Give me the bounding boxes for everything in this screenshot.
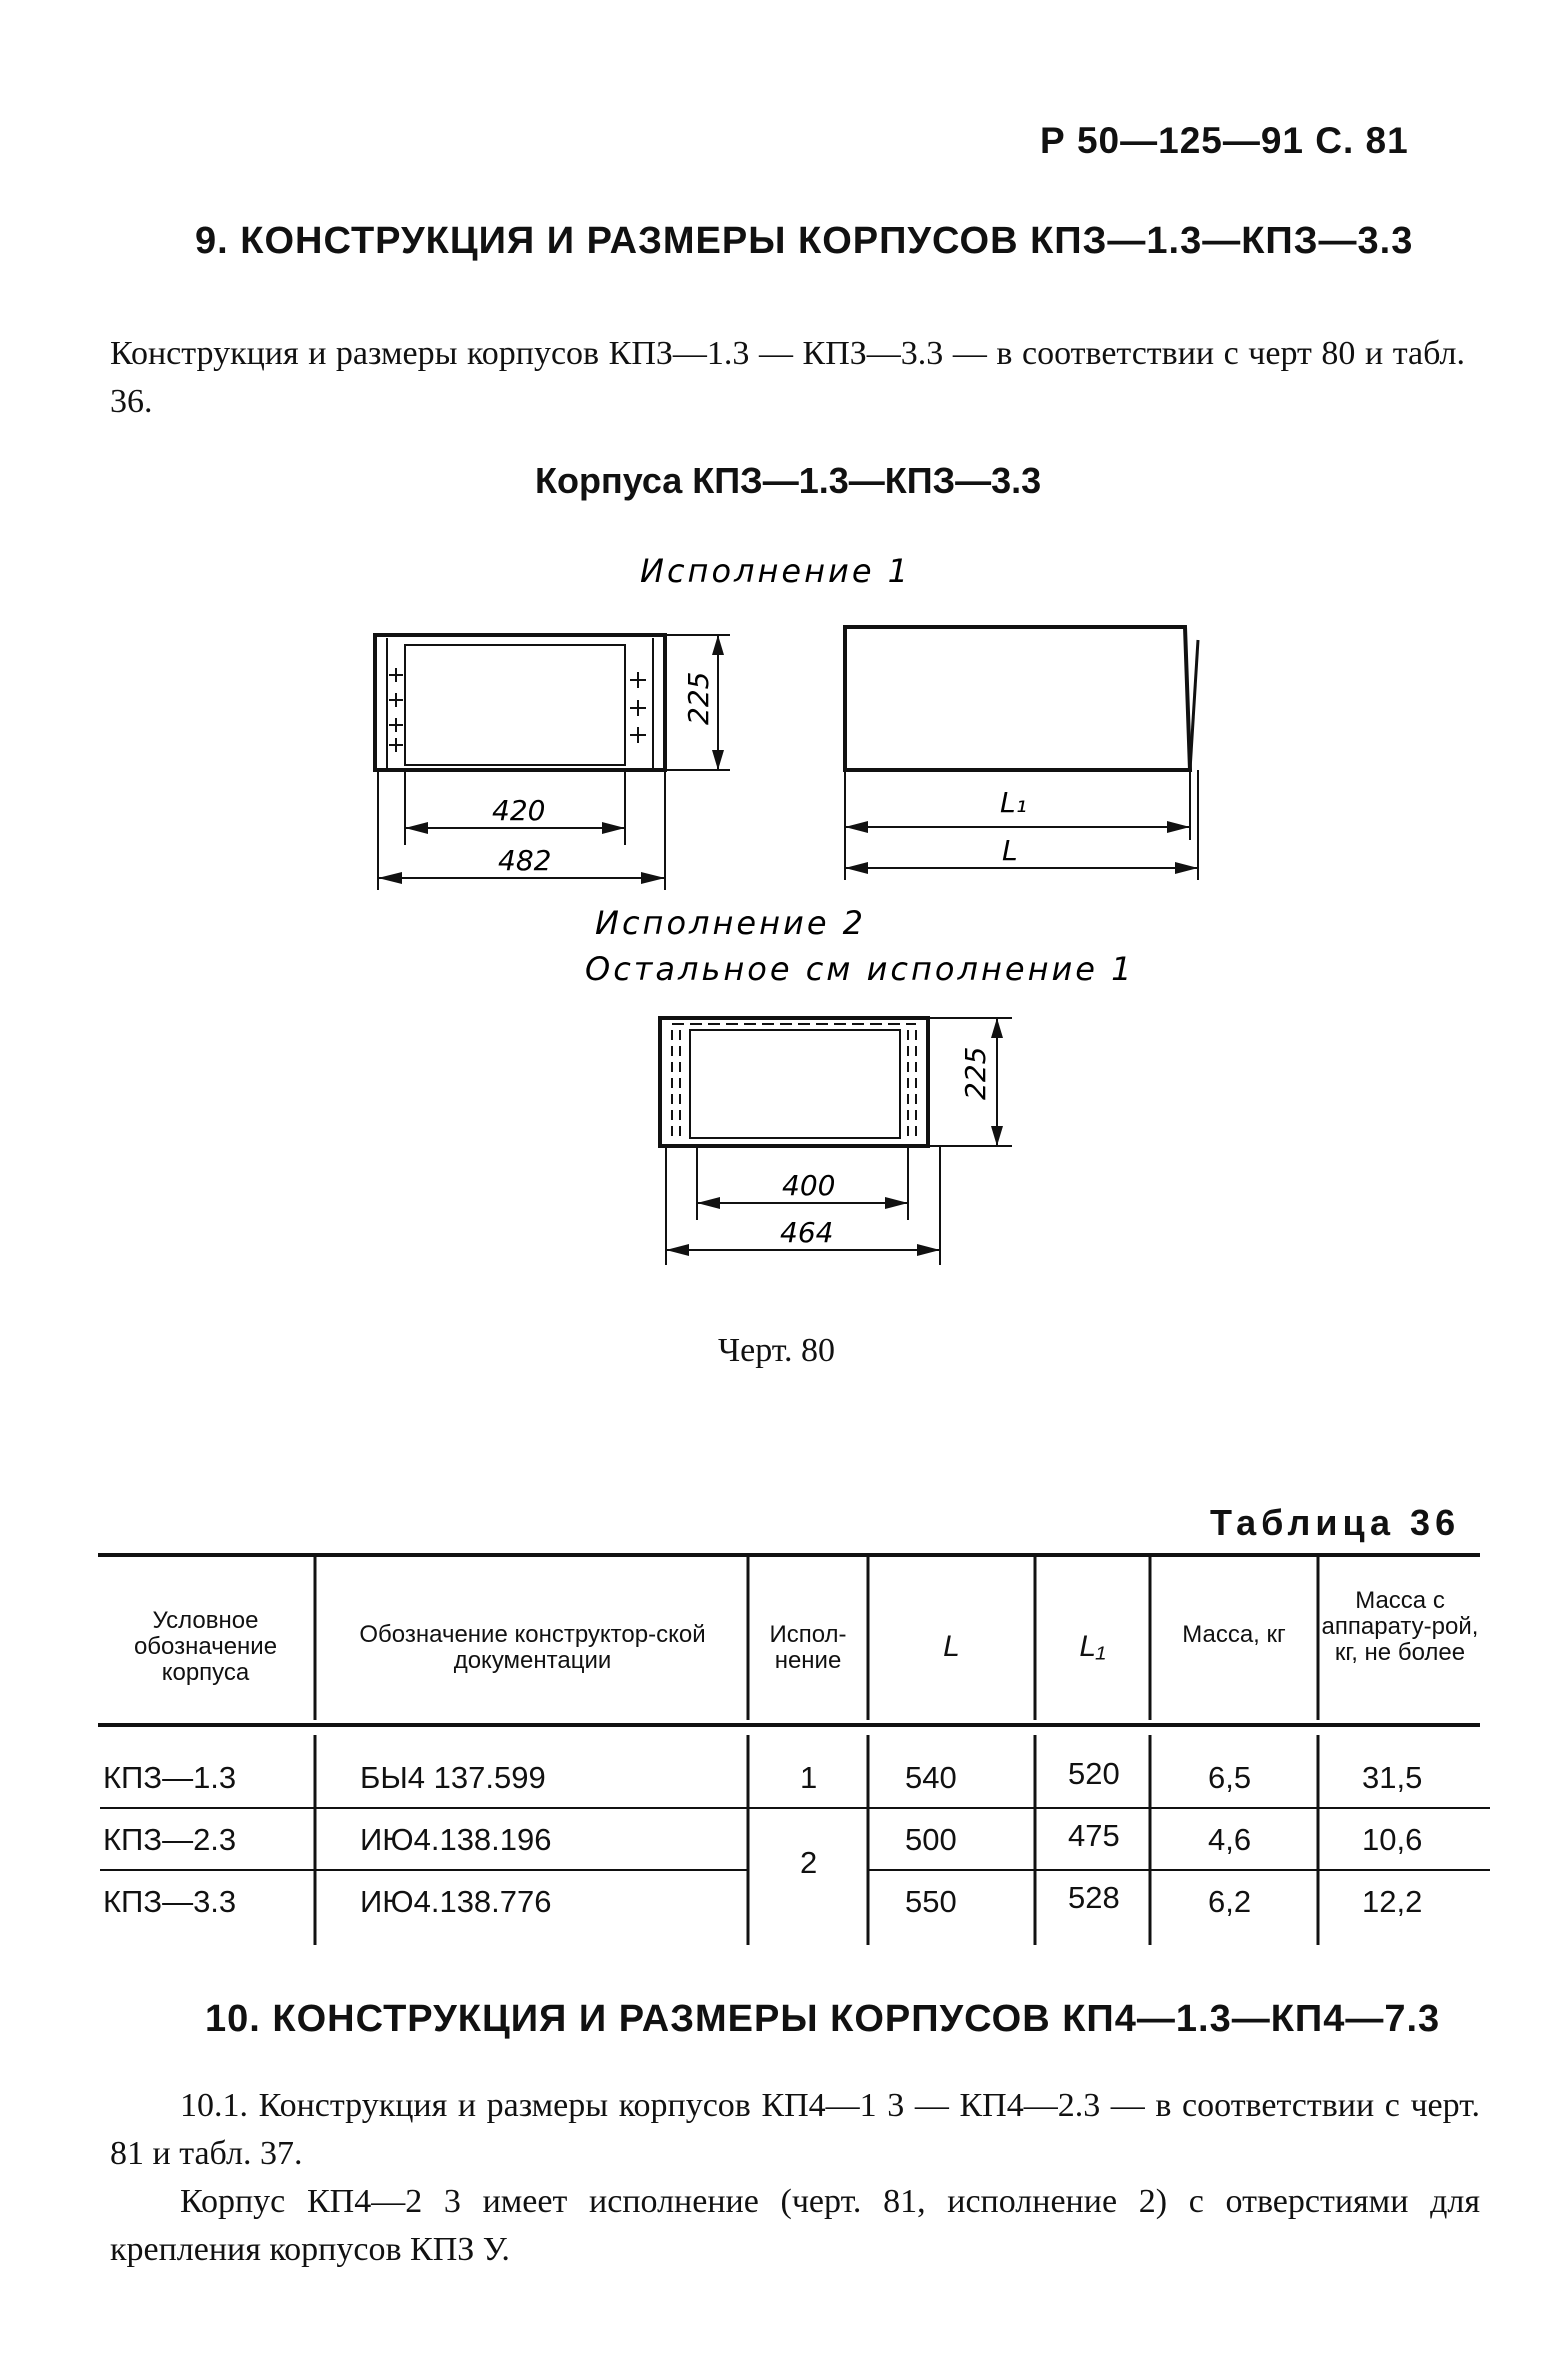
section-10-paragraph-2: Корпус КП4—2 3 имеет исполнение (черт. 81, исполнение 2) с отверстиями для крепления корпусов КПЗ У. bbox=[110, 2183, 1480, 2268]
section-9-text: Конструкция и размеры корпусов КПЗ—1.3 — КПЗ—3.3 — в соответствии с черт 80 и табл. 36. bbox=[110, 335, 1465, 420]
table-cell-l: 540 bbox=[905, 1760, 957, 1795]
table-cell-mass-app: 12,2 bbox=[1362, 1884, 1423, 1919]
table-cell-l1: 528 bbox=[1068, 1880, 1120, 1915]
table-cell-code: КПЗ—1.3 bbox=[103, 1760, 237, 1795]
table-cell-mass: 6,2 bbox=[1208, 1884, 1252, 1919]
table-cell-l1: 475 bbox=[1068, 1818, 1120, 1853]
dim-outer-width-1: 482 bbox=[498, 844, 552, 877]
dim-side-l1: L₁ bbox=[1000, 786, 1027, 819]
dim-height-2: 225 bbox=[959, 1046, 992, 1100]
table-header-doc: Обозначение конструктор-ской документации bbox=[359, 1621, 706, 1674]
table-cell-mass: 6,5 bbox=[1208, 1760, 1252, 1795]
table-cell-mass-app: 31,5 bbox=[1362, 1760, 1423, 1795]
variant1-label: Исполнение 1 bbox=[640, 552, 912, 590]
figure-title: Корпуса КПЗ—1.3—КПЗ—3.3 bbox=[535, 460, 1042, 501]
table-cell-mass: 4,6 bbox=[1208, 1822, 1252, 1857]
variant2-note: Остальное см исполнение 1 bbox=[585, 950, 1135, 988]
dim-side-l: L bbox=[1002, 834, 1018, 867]
dim-height-1: 225 bbox=[682, 671, 715, 725]
table-cell-mass-app: 10,6 bbox=[1362, 1822, 1423, 1857]
table-cell-variant: 1 bbox=[800, 1760, 818, 1795]
variant2-label: Исполнение 2 bbox=[595, 904, 867, 942]
table-header-variant: Испол-нение bbox=[769, 1621, 847, 1674]
section-9-title: 9. КОНСТРУКЦИЯ И РАЗМЕРЫ КОРПУСОВ КПЗ—1.3—КПЗ—3.3 bbox=[195, 220, 1414, 262]
table-header-mass-app: Масса с аппарату-рой, кг, не более bbox=[1321, 1587, 1479, 1666]
dim-inner-width-2: 400 bbox=[782, 1169, 836, 1202]
figure-caption: Черт. 80 bbox=[718, 1332, 836, 1369]
table-cell-code: КПЗ—3.3 bbox=[103, 1884, 237, 1919]
dim-inner-width-1: 420 bbox=[492, 794, 546, 827]
table-header-l1: L₁ bbox=[1079, 1630, 1106, 1663]
section-10-title: 10. КОНСТРУКЦИЯ И РАЗМЕРЫ КОРПУСОВ КП4—1.3—КП4—7.3 bbox=[205, 1998, 1441, 2040]
table-cell-code: КПЗ—2.3 bbox=[103, 1822, 237, 1857]
table-cell-doc: ИЮ4.138.776 bbox=[360, 1884, 552, 1919]
table-cell-l: 550 bbox=[905, 1884, 957, 1919]
table-cell-l1: 520 bbox=[1068, 1756, 1120, 1791]
table-header-mass: Масса, кг bbox=[1182, 1621, 1286, 1648]
table-cell-doc: БЫ4 137.599 bbox=[360, 1760, 546, 1795]
page-header: Р 50—125—91 С. 81 bbox=[1040, 120, 1409, 161]
table-header-l: L bbox=[943, 1630, 960, 1663]
table-label: Таблица 36 bbox=[1210, 1502, 1461, 1543]
table-cell-variant: 2 bbox=[800, 1845, 818, 1880]
table-header-code: Условное обозначение корпуса bbox=[133, 1607, 278, 1686]
dim-outer-width-2: 464 bbox=[780, 1216, 834, 1249]
section-10-paragraph-1: 10.1. Конструкция и размеры корпусов КП4—1 3 — КП4—2.3 — в соответствии с черт. 81 и табл. 37. bbox=[110, 2087, 1480, 2172]
table-cell-l: 500 bbox=[905, 1822, 957, 1857]
table-cell-doc: ИЮ4.138.196 bbox=[360, 1822, 552, 1857]
